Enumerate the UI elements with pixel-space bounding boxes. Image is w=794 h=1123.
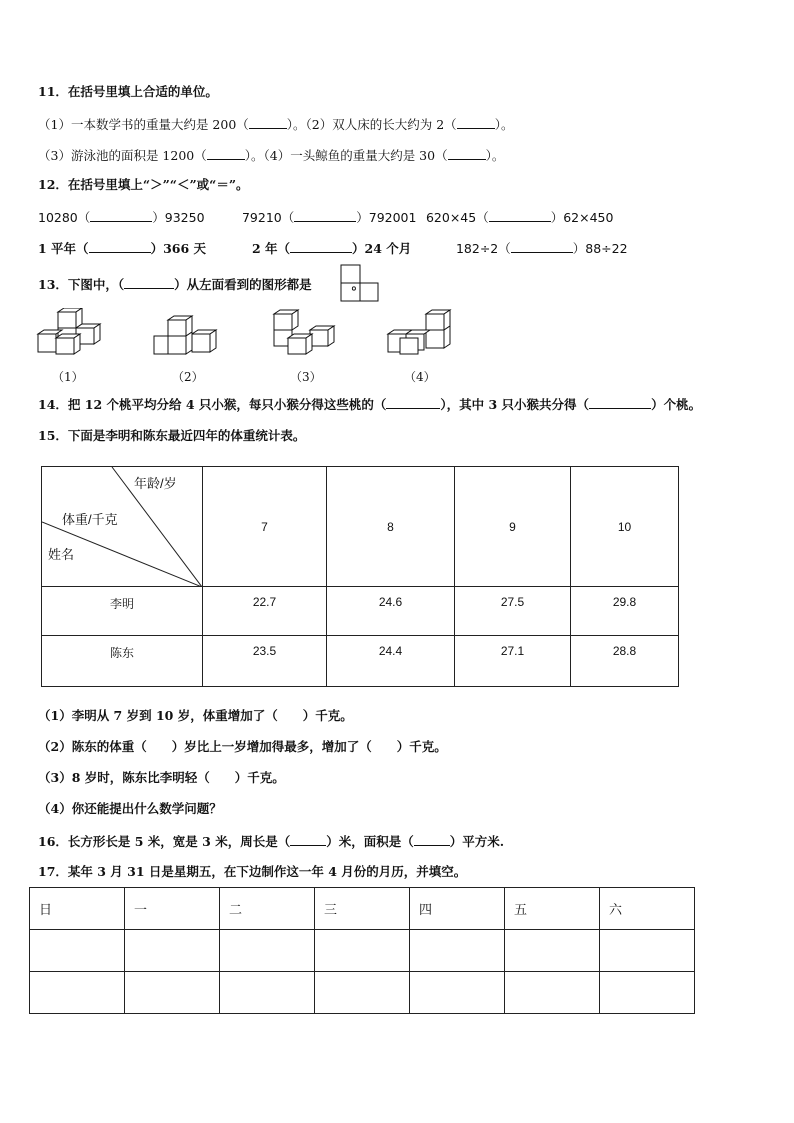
calendar-cell[interactable] [125, 930, 220, 972]
table-row [42, 636, 679, 687]
calendar-cell[interactable] [505, 972, 600, 1014]
q16-text-part-c: ）平方米. [449, 834, 505, 849]
q14-text-part-a: 14．把 12 个桃平均分给 4 只小猴，每只小猴分得这些桃的（ [38, 397, 387, 412]
q12-item-left: 1 平年（ [38, 241, 89, 256]
cube-figure-2 [152, 308, 224, 360]
value-cell: 22.7 [203, 587, 327, 636]
answer-blank[interactable] [448, 147, 486, 160]
answer-blank[interactable] [290, 833, 326, 846]
weekday-cell: 三 [315, 888, 410, 930]
q15-sub3: （3）8 岁时，陈东比李明轻（ ）千克。 [38, 770, 285, 785]
figure-label-2: （2） [172, 370, 204, 384]
value-cell: 24.6 [327, 587, 455, 636]
age-header-cell: 10 [571, 467, 679, 587]
q11-line2 [38, 147, 504, 164]
q12-item-right: ）93250 [152, 210, 205, 225]
q12-row2 [38, 240, 628, 257]
weight-table [41, 466, 679, 687]
q14-text [38, 396, 701, 413]
q12-item [456, 240, 628, 257]
figure-label-4: （4） [404, 370, 436, 384]
q12-item-right: ）366 天 [150, 241, 207, 256]
header-name: 姓名 [48, 547, 75, 562]
q13-title [38, 276, 364, 293]
calendar-cell[interactable] [315, 930, 410, 972]
q12-item [426, 209, 614, 226]
calendar-cell[interactable] [600, 930, 695, 972]
q11-line2-part-c: ）。 [485, 148, 505, 163]
answer-blank[interactable] [124, 276, 174, 289]
calendar-row [30, 972, 695, 1014]
q16-text-part-a: 16．长方形长是 5 米，宽是 3 米，周长是（ [38, 834, 291, 849]
age-header-cell: 8 [327, 467, 455, 587]
answer-blank[interactable] [414, 833, 450, 846]
q15-sub2: （2）陈东的体重（ ）岁比上一岁增加得最多，增加了（ ）千克。 [38, 739, 447, 754]
q12-item-left: 10280（ [38, 210, 91, 225]
calendar-cell[interactable] [410, 930, 505, 972]
q12-item [38, 240, 248, 257]
q12-item [38, 209, 238, 226]
value-cell: 23.5 [203, 636, 327, 687]
q12-item-right: ）24 个月 [352, 241, 412, 256]
q11-title: 11．在括号里填上合适的单位。 [38, 84, 218, 99]
table-row [42, 587, 679, 636]
calendar-cell[interactable] [315, 972, 410, 1014]
header-age: 年龄/岁 [134, 476, 177, 491]
q14-text-part-c: ）个桃。 [651, 397, 702, 412]
value-cell: 27.5 [455, 587, 571, 636]
weekday-cell: 六 [600, 888, 695, 930]
calendar-cell[interactable] [30, 972, 125, 1014]
value-cell: 27.1 [455, 636, 571, 687]
q12-item [252, 240, 452, 257]
weekday-cell: 二 [220, 888, 315, 930]
cube-figure-4 [384, 308, 456, 360]
q13-title-part-c: 。 [351, 277, 365, 292]
calendar-cell[interactable] [410, 972, 505, 1014]
weekday-cell: 五 [505, 888, 600, 930]
calendar-cell[interactable] [220, 972, 315, 1014]
q12-item-right: ）792001 [356, 210, 417, 225]
age-header-cell: 7 [203, 467, 327, 587]
value-cell: 24.4 [327, 636, 455, 687]
answer-blank[interactable] [89, 240, 151, 253]
value-cell: 28.8 [571, 636, 679, 687]
weekday-cell: 一 [125, 888, 220, 930]
q17-title: 17．某年 3 月 31 日是星期五，在下边制作这一年 4 月份的月历，并填空。 [38, 864, 467, 879]
cube-figure-3 [270, 308, 342, 360]
q16-text [38, 833, 504, 850]
age-header-cell: 9 [455, 467, 571, 587]
calendar-cell[interactable] [30, 930, 125, 972]
answer-blank[interactable] [290, 240, 352, 253]
q13-title-part-b: ）从左面看到的图形都是 [174, 277, 312, 292]
q12-item-left: 79210（ [241, 210, 295, 225]
q11-line1-part-a: （1）一本数学书的重量大约是 200（ [38, 117, 249, 132]
q11-line1 [38, 116, 513, 133]
cube-figure-1 [36, 308, 108, 360]
answer-blank[interactable] [90, 209, 152, 222]
value-cell: 29.8 [571, 587, 679, 636]
calendar-cell[interactable] [505, 930, 600, 972]
q14-text-part-b: ），其中 3 只小猴共分得（ [440, 397, 590, 412]
q11-line1-part-b: ）。（2）双人床的长大约为 2（ [286, 117, 457, 132]
figure-label-3: （3） [290, 370, 322, 384]
answer-blank[interactable] [457, 116, 495, 129]
diagonal-header-cell [42, 467, 203, 587]
name-cell: 李明 [42, 587, 203, 636]
figure-label-1: （1） [52, 370, 84, 384]
weekday-cell: 日 [30, 888, 125, 930]
weekday-cell: 四 [410, 888, 505, 930]
q11-line2-part-a: （3）游泳池的面积是 1200（ [38, 148, 207, 163]
q12-item-left: 620×45（ [425, 210, 489, 225]
q12-item-left: 182÷2（ [455, 241, 511, 256]
answer-blank[interactable] [294, 209, 356, 222]
answer-blank[interactable] [207, 147, 245, 160]
q11-line1-part-c: ）。 [494, 117, 514, 132]
header-weight: 体重/千克 [62, 512, 118, 527]
q13-title-part-a: 13．下图中，（ [38, 277, 125, 292]
q16-text-part-b: ）米，面积是（ [326, 834, 414, 849]
answer-blank[interactable] [386, 396, 440, 409]
q15-title: 15．下面是李明和陈东最近四年的体重统计表。 [38, 428, 306, 443]
q12-row1 [38, 209, 613, 226]
answer-blank[interactable] [489, 209, 551, 222]
calendar-cell[interactable] [220, 930, 315, 972]
left-view-shape-icon [340, 264, 380, 304]
q15-sub1: （1）李明从 7 岁到 10 岁，体重增加了（ ）千克。 [38, 708, 353, 723]
answer-blank[interactable] [511, 240, 573, 253]
calendar-cell[interactable] [125, 972, 220, 1014]
name-cell: 陈东 [42, 636, 203, 687]
q12-title: 12．在括号里填上“＞”“＜”或“＝”。 [38, 177, 249, 192]
calendar-cell[interactable] [600, 972, 695, 1014]
q11-line2-part-b: ）。（4）一头鲸鱼的重量大约是 30（ [244, 148, 448, 163]
q12-item-right: ）88÷22 [572, 241, 628, 256]
calendar-table [29, 887, 695, 1014]
answer-blank[interactable] [589, 396, 651, 409]
calendar-header-row [30, 888, 695, 930]
q12-item-right: ）62×450 [550, 210, 614, 225]
answer-blank[interactable] [249, 116, 287, 129]
calendar-row [30, 930, 695, 972]
q15-sub4: （4）你还能提出什么数学问题？ [38, 801, 222, 816]
q12-item-left: 2 年（ [251, 241, 291, 256]
q12-item [242, 209, 422, 226]
